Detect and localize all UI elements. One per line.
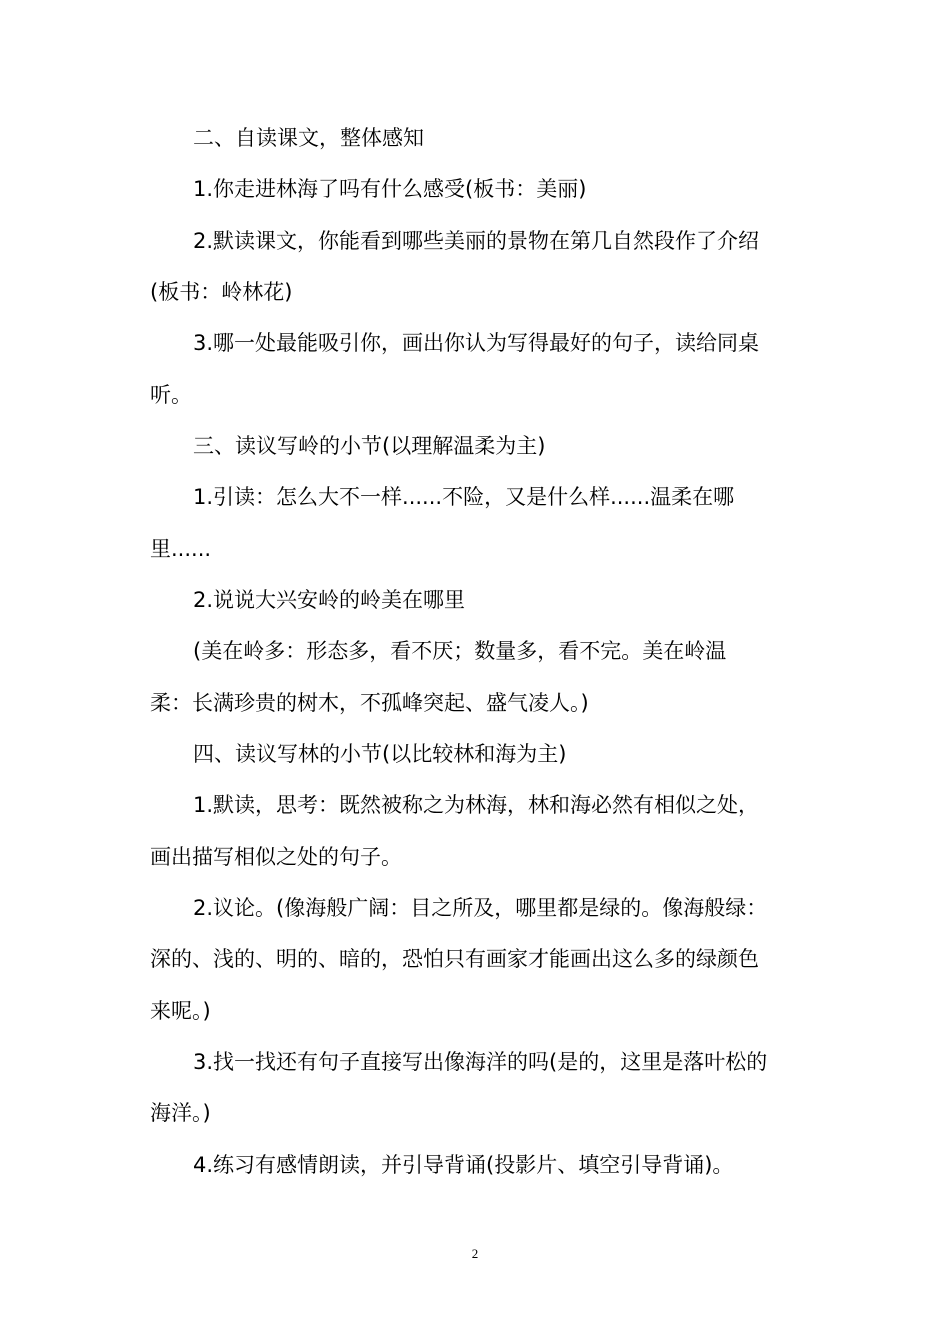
paragraph-line: (板书：岭林花) <box>150 280 293 304</box>
paragraph-line: 深的、浅的、明的、暗的，恐怕只有画家才能画出这么多的绿颜色 <box>150 947 759 971</box>
paragraph-line: 来呢。) <box>150 999 211 1023</box>
paragraph-line: 海洋。) <box>150 1101 211 1125</box>
paragraph-line: 听。 <box>150 383 192 407</box>
section-heading: 三、读议写岭的小节(以理解温柔为主) <box>193 434 546 458</box>
paragraph-line: 4.练习有感情朗读，并引导背诵(投影片、填空引导背诵)。 <box>193 1153 734 1177</box>
paragraph-line: 2.说说大兴安岭的岭美在哪里 <box>193 588 466 612</box>
page-number: 2 <box>471 1246 479 1261</box>
paragraph-line: 里...... <box>150 537 212 561</box>
paragraph-line: 2.议论。(像海般广阔：目之所及，哪里都是绿的。像海般绿： <box>193 896 768 920</box>
paragraph-line: 3.哪一处最能吸引你，画出你认为写得最好的句子，读给同桌 <box>193 331 760 355</box>
paragraph-line: 3.找一找还有句子直接写出像海洋的吗(是的，这里是落叶松的 <box>193 1050 768 1074</box>
paragraph-line: 1.默读，思考：既然被称之为林海，林和海必然有相似之处， <box>193 793 760 817</box>
section-heading: 二、自读课文，整体感知 <box>193 126 424 150</box>
paragraph-line: 1.引读：怎么大不一样......不险，又是什么样......温柔在哪 <box>193 485 735 509</box>
section-heading: 四、读议写林的小节(以比较林和海为主) <box>193 742 567 766</box>
paragraph-line: 柔：长满珍贵的树木，不孤峰突起、盛气凌人。) <box>150 691 589 715</box>
paragraph-line: 2.默读课文，你能看到哪些美丽的景物在第几自然段作了介绍 <box>193 229 760 253</box>
paragraph-line: (美在岭多：形态多，看不厌；数量多，看不完。美在岭温 <box>193 639 727 663</box>
paragraph-line: 1.你走进林海了吗有什么感受(板书：美丽) <box>193 177 587 201</box>
paragraph-line: 画出描写相似之处的句子。 <box>150 845 402 869</box>
